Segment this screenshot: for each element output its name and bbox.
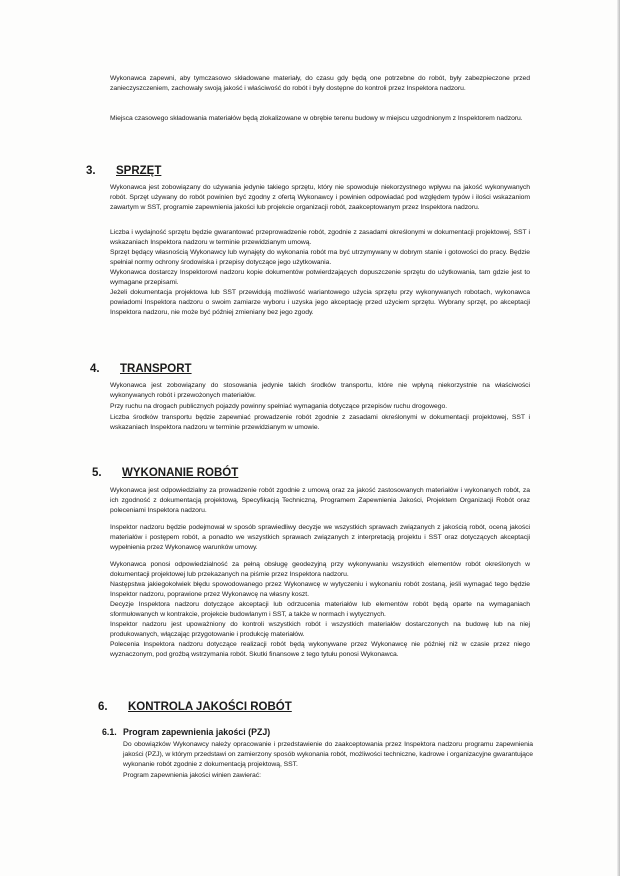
section-4-paragraph: Liczba środków transportu będzie zapewniać prowadzenie robót zgodnie z zasadami określonymi w dokumentacji projektowej, SST i wskazaniach Inspektora nadzoru w terminie przewidzianym w umowie.: [110, 414, 530, 431]
section-title: KONTROLA JAKOŚCI ROBÓT: [128, 701, 292, 713]
section-number: 6.: [98, 701, 108, 713]
section-3-paragraph: Wykonawca jest zobowiązany do używania jedynie takiego sprzętu, który nie spowoduje niekorzystnego wpływu na jakość wykonywanych robót. Sprzęt używany do robót powinien być zgodny z ofertą Wykonawcy i powinien odpowiadać pod względem typów i ilości wskazaniom zawartym w SST, programie zapewnienia jakości lub projekcie organizacji robót, zaakceptowanym przez Inspektora nadzoru.: [110, 184, 530, 211]
section-3-paragraph: Jeżeli dokumentacja projektowa lub SST przewidują możliwość wariantowego użycia sprzętu przy wykonywanych robotach, wykonawca powiadomi Inspektora nadzoru o swoim zamiarze wyboru i uzyska jego akceptację przed użyciem sprzętu. Wybrany sprzęt, po akceptacji Inspektora nadzoru, nie może być później zmieniany bez jego zgody.: [110, 289, 530, 316]
subsection-6-1-paragraph: Do obowiązków Wykonawcy należy opracowanie i przedstawienie do zaakceptowania przez Inspektora nadzoru programu zapewnienia jakości (PZJ), w którym przedstawi on zamierzony sposób wykonania robót, możliwości techniczne, kadrowe i organizacyjne gwarantujące wykonanie robót zgodnie z dokumentacją projektową, SST.: [123, 741, 533, 768]
section-5-paragraph: Inspektor nadzoru jest upoważniony do kontroli wszystkich robót i wszystkich materiałów dostarczonych na budowę lub na niej produkowanych, włączając przygotowanie i produkcję materiałów.: [110, 621, 530, 638]
intro-paragraph-1: Wykonawca zapewni, aby tymczasowo składowane materiały, do czasu gdy będą one potrzebne do robót, były zabezpieczone przed zanieczyszczeniem, zachowały swoją jakość i właściwość do robót i były dostępne do kontroli przez Inspektora nadzoru.: [110, 75, 530, 92]
intro-paragraph-2: Miejsca czasowego składowania materiałów będą zlokalizowane w obrębie terenu budowy w miejscu uzgodnionym z Inspektorem nadzoru.: [110, 115, 523, 122]
section-5-paragraph: Decyzje Inspektora nadzoru dotyczące akceptacji lub odrzucenia materiałów lub elementów robót będą oparte na wymaganiach sformułowanych w kontrakcie, projekcie budowlanym i SST, a także w normach i wytycznych.: [110, 601, 530, 618]
section-5-paragraph: Wykonawca jest odpowiedzialny za prowadzenie robót zgodnie z umową oraz za jakość zastosowanych materiałów i wykonanych robót, za ich zgodność z dokumentacją projektową, Specyfikacją Techniczną, Programem Zapewnienia Jakości, Projektem Organizacji Robót oraz poleceniami Inspektora nadzoru.: [110, 487, 530, 514]
section-number: 3.: [86, 165, 96, 177]
section-3-paragraph: Liczba i wydajność sprzętu będzie gwarantować przeprowadzenie robót, zgodnie z zasadami określonymi w dokumentacji projektowej, SST i wskazaniach Inspektora nadzoru w terminie przewidzianym umową.: [110, 229, 530, 246]
section-5-paragraph: Polecenia Inspektora nadzoru dotyczące realizacji robót będą wykonywane przez Wykonawcę nie później niż w czasie przez niego wyznaczonym, pod groźbą wstrzymania robót. Skutki finansowe z tego tytułu ponosi Wykonawca.: [110, 641, 530, 658]
subsection-number: 6.1.: [102, 727, 117, 737]
section-title: TRANSPORT: [120, 363, 192, 375]
section-title: SPRZĘT: [116, 165, 162, 177]
section-3-paragraph: Sprzęt będący własnością Wykonawcy lub wynajęty do wykonania robót ma być utrzymywany w dobrym stanie i gotowości do pracy. Będzie spełniał normy ochrony środowiska i przepisy dotyczące jego użytkowania.: [110, 249, 530, 266]
section-4-paragraph: Wykonawca jest zobowiązany do stosowania jedynie takich środków transportu, które nie wpłyną niekorzystnie na właściwości wykonywanych robót i przewożonych materiałów.: [110, 382, 530, 399]
section-4-paragraph: Przy ruchu na drogach publicznych pojazdy powinny spełniać wymagania dotyczące przepisów ruchu drogowego.: [110, 403, 448, 410]
section-5-paragraph: Wykonawca ponosi odpowiedzialność za pełną obsługę geodezyjną przy wykonywaniu wszystkich elementów robót określonych w dokumentacji projektowej lub przekazanych na piśmie przez Inspektora nadzoru.: [110, 561, 530, 578]
subsection-6-1-paragraph: Program zapewnienia jakości winien zawierać:: [123, 772, 261, 779]
subsection-title: Program zapewnienia jakości (PZJ): [123, 727, 271, 737]
section-5-paragraph: Następstwa jakiegokolwiek błędu spowodowanego przez Wykonawcę w wytyczeniu i wykonaniu robót zostaną, jeśli wymagać tego będzie Inspektor nadzoru, poprawione przez Wykonawcę na własny koszt.: [110, 581, 530, 598]
section-3-paragraph: Wykonawca dostarczy Inspektorowi nadzoru kopie dokumentów potwierdzających dopuszczenie sprzętu do użytkowania, tam gdzie jest to wymagane przepisami.: [110, 269, 530, 286]
section-5-paragraph: Inspektor nadzoru będzie podejmował w sposób sprawiedliwy decyzje we wszystkich sprawach związanych z jakością robót, oceną jakości materiałów i postępem robót, a ponadto we wszystkich sprawach związanych z interpretacją projektu i SST oraz dotyczących akceptacji wypełnienia przez Wykonawcę warunków umowy.: [110, 524, 530, 551]
section-number: 4.: [90, 363, 100, 375]
section-title: WYKONANIE ROBÓT: [122, 467, 239, 479]
section-number: 5.: [92, 467, 102, 479]
